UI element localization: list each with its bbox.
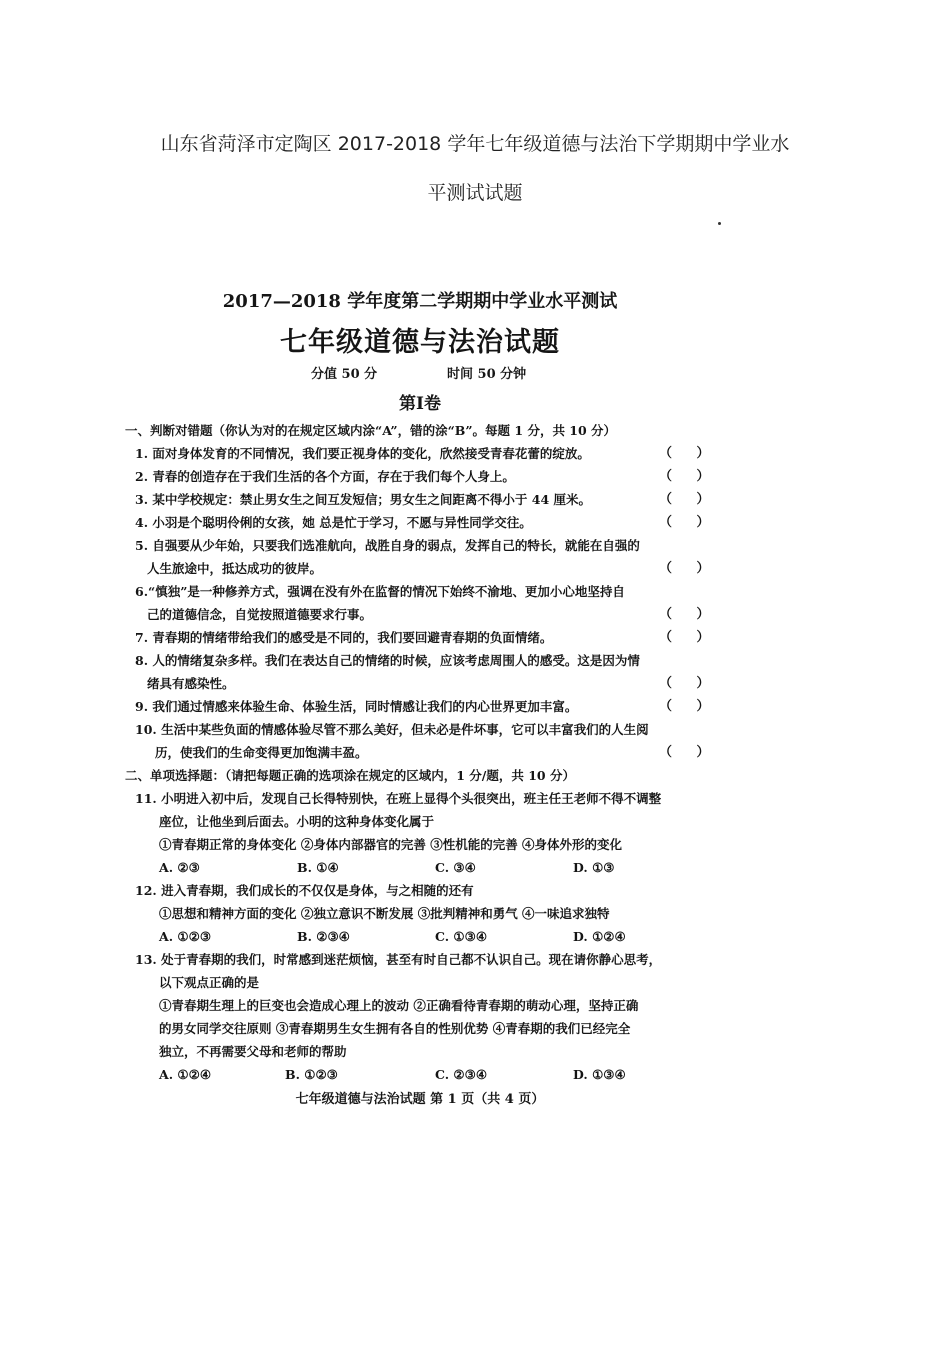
time-limit: 时间 50 分钟	[447, 367, 527, 382]
section-2-heading: 二、单项选择题：（请把每题正确的选项涂在规定的区域内，1 分/题，共 10 分）	[125, 768, 575, 783]
option-b: B. ①②③	[285, 1067, 338, 1082]
volume-label: 第Ⅰ卷	[399, 394, 441, 414]
question-3: 3. 某中学校规定：禁止男女生之间互发短信；男女生之间距离不得小于 44 厘米。	[135, 492, 592, 507]
scanned-exam-page	[125, 280, 720, 1120]
question-1: 1. 面对身体发育的不同情况，我们要正视身体的变化，欣然接受青春花蕾的绽放。	[135, 446, 590, 461]
question-13-statements-2: 的男女同学交往原则 ③青春期男生女生拥有各自的性别优势 ④青春期的我们已经完全	[159, 1021, 631, 1036]
question-9: 9. 我们通过情感来体验生命、体验生活，同时情感让我们的内心世界更加丰富。	[135, 699, 578, 714]
question-4: 4. 小羽是个聪明伶俐的女孩，她 总是忙于学习，不愿与异性同学交往。	[135, 515, 532, 530]
question-12-statements: ①思想和精神方面的变化 ②独立意识不断发展 ③批判精神和勇气 ④一味追求独特	[159, 906, 610, 921]
option-b: B. ①④	[297, 860, 339, 875]
question-8-line2: 绪具有感染性。	[147, 676, 235, 691]
speck	[718, 222, 721, 225]
question-11-statements: ①青春期正常的身体变化 ②身体内部器官的完善 ③性机能的完善 ④身体外形的变化	[159, 837, 623, 852]
page-footer: 七年级道德与法治试题 第 1 页（共 4 页）	[295, 1092, 545, 1107]
option-a: A. ①②③	[159, 929, 212, 944]
option-a: A. ②③	[159, 860, 200, 875]
option-c: C. ②③④	[435, 1067, 488, 1082]
question-11-line2: 座位，让他坐到后面去。小明的这种身体变化属于	[159, 814, 435, 829]
score-value: 分值 50 分	[311, 367, 378, 382]
answer-paren: （ ）	[659, 699, 720, 714]
option-a: A. ①②④	[159, 1067, 212, 1082]
question-13-statements-3: 独立，不再需要父母和老师的帮助	[159, 1044, 347, 1059]
answer-paren: （ ）	[659, 515, 720, 530]
option-b: B. ②③④	[297, 929, 350, 944]
exam-header: 2017—2018 学年度第二学期期中学业水平测试	[222, 291, 618, 312]
answer-paren: （ ）	[659, 492, 720, 507]
question-11-line1: 11. 小明进入初中后，发现自己长得特别快，在班上显得个头很突出，班主任王老师不得不调整	[135, 791, 662, 806]
option-c: C. ③④	[435, 860, 476, 875]
question-2: 2. 青春的创造存在于我们生活的各个方面，存在于我们每个人身上。	[135, 469, 515, 484]
question-12-line1: 12. 进入青春期，我们成长的不仅仅是身体，与之相随的还有	[135, 883, 474, 898]
question-5-line2: 人生旅途中，抵达成功的彼岸。	[147, 561, 323, 576]
section-1-heading: 一、判断对错题（你认为对的在规定区域内涂“A”，错的涂“B”。每题 1 分，共 10 分）	[125, 423, 617, 438]
answer-paren: （ ）	[659, 607, 720, 622]
answer-paren: （ ）	[659, 561, 720, 576]
document-title-line2: 平测试试题	[427, 182, 523, 204]
question-6-line1: 6.“慎独”是一种修养方式，强调在没有外在监督的情况下始终不渝地、更加小心地坚持自	[135, 584, 625, 599]
question-13-line2: 以下观点正确的是	[159, 975, 260, 990]
answer-paren: （ ）	[659, 469, 720, 484]
option-d: D. ①③④	[573, 1067, 626, 1082]
answer-paren: （ ）	[659, 745, 720, 760]
option-d: D. ①③	[573, 860, 615, 875]
question-6-line2: 己的道德信念，自觉按照道德要求行事。	[147, 607, 373, 622]
option-c: C. ①③④	[435, 929, 488, 944]
question-10-line1: 10. 生活中某些负面的情感体验尽管不那么美好，但未必是件坏事，它可以丰富我们的人生阅	[135, 722, 649, 737]
answer-paren: （ ）	[659, 630, 720, 645]
option-d: D. ①②④	[573, 929, 626, 944]
question-10-line2: 历，使我们的生命变得更加饱满丰盈。	[155, 745, 368, 760]
question-7: 7. 青春期的情绪带给我们的感受是不同的，我们要回避青春期的负面情绪。	[135, 630, 553, 645]
question-13-statements-1: ①青春期生理上的巨变也会造成心理上的波动 ②正确看待青春期的萌动心理，坚持正确	[159, 998, 639, 1013]
document-title-line1: 山东省菏泽市定陶区 2017-2018 学年七年级道德与法治下学期期中学业水	[160, 133, 790, 155]
answer-paren: （ ）	[659, 446, 720, 461]
exam-title: 七年级道德与法治试题	[280, 327, 560, 358]
question-13-line1: 13. 处于青春期的我们，时常感到迷茫烦恼，甚至有时自己都不认识自己。现在请你静心思考，	[135, 952, 662, 967]
question-8-line1: 8. 人的情绪复杂多样。我们在表达自己的情绪的时候，应该考虑周围人的感受。这是因为情	[135, 653, 640, 668]
question-5-line1: 5. 自强要从少年始，只要我们选准航向，战胜自身的弱点，发挥自己的特长，就能在自强的	[135, 538, 640, 553]
answer-paren: （ ）	[659, 676, 720, 691]
